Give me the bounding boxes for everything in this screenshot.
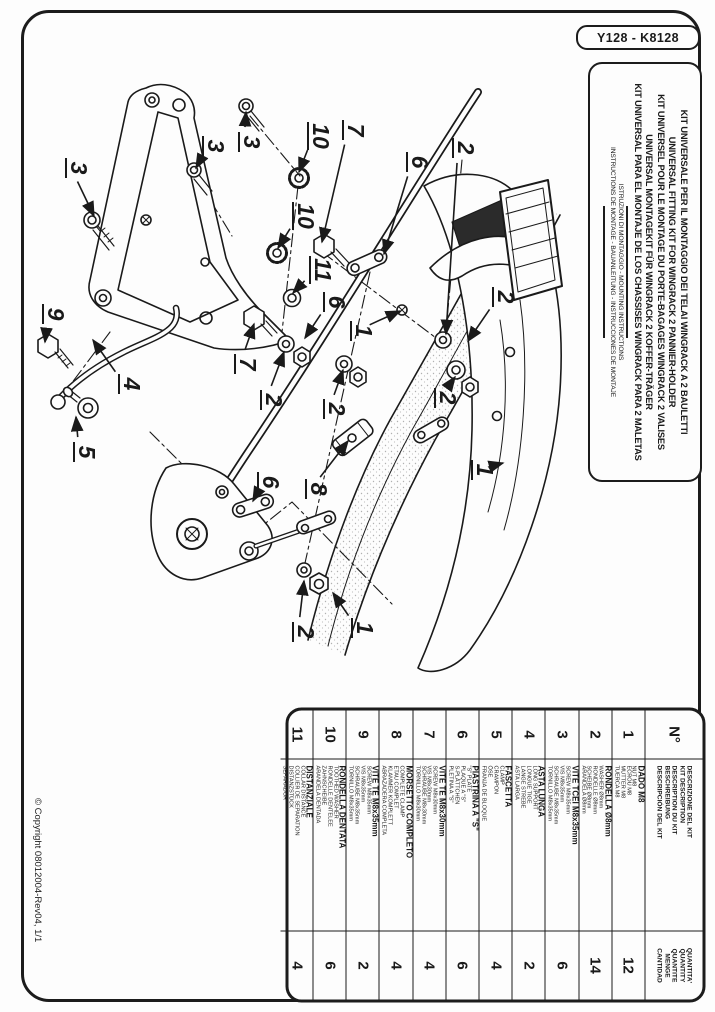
callout-number: 5	[74, 445, 100, 459]
row-description	[347, 760, 379, 932]
part-translation: MUTTER M8	[619, 765, 626, 799]
hex-bolt-9	[38, 334, 73, 368]
row-number: 1	[612, 711, 644, 760]
part-translation: SCHRAUBE M8x35mm	[353, 765, 360, 825]
part-translation: TORNILLO M8x30mm	[414, 765, 421, 822]
callout-1	[351, 311, 400, 341]
callout-number: 8	[306, 482, 332, 496]
part-translation: FRANJA DE BLOQUE	[480, 765, 487, 822]
clamp-5	[62, 386, 98, 418]
callout-number: 9	[43, 307, 69, 321]
part-translation: ETAU COMPLET	[392, 765, 399, 809]
part-translation: SCHRAUBE M8x35mm	[552, 765, 559, 825]
row-description	[579, 760, 611, 932]
part-name: FASCETTA	[503, 765, 513, 808]
row-number: 6	[446, 711, 478, 760]
row-number: 2	[579, 711, 611, 760]
part-translation: SCHEIBE Ø8mm	[585, 765, 592, 809]
part-translation: RONDELLE Ø8mm	[591, 765, 598, 814]
part-name: VITE TCEI M8x35mm	[570, 765, 580, 845]
spacer-11	[284, 290, 301, 307]
part-translation: LONGUE TIGE	[525, 765, 532, 804]
row-number: 8	[380, 711, 412, 760]
title-line-en: UNIVERSAL FITTING KIT FOR WINGRACK 2 PANNIER-HOLDER	[667, 136, 678, 408]
callout-number: 2	[493, 290, 519, 304]
row-quantity: 6	[321, 961, 339, 970]
callout-number: 2	[453, 141, 479, 155]
parts-table	[281, 708, 706, 1003]
callout-number: 2	[435, 391, 461, 405]
callout-number: 2	[293, 625, 319, 639]
title-divider-top	[626, 206, 628, 338]
part-translation: VIS M8x35mm	[359, 765, 366, 803]
callout-number: 7	[235, 357, 261, 371]
table-row	[347, 711, 380, 1000]
part-translation: ÖSE	[486, 765, 493, 778]
part-translation: LONG SUPPORT	[531, 765, 538, 810]
callout-number: 6	[324, 295, 350, 309]
table-row	[513, 711, 546, 1000]
callout-2	[261, 352, 287, 410]
callout-number: 2	[261, 393, 287, 407]
title-block	[588, 62, 702, 482]
row-quantity: 2	[520, 961, 538, 970]
callout-number: 3	[66, 161, 92, 175]
callout-number: 3	[239, 135, 265, 149]
parts-table-header	[646, 711, 703, 1000]
col-header-number: N°	[646, 711, 703, 760]
part-translation: ZAHNSCHEIBE	[320, 765, 327, 806]
desc-header-line: DESCRIPCIÓN DEL KIT	[655, 765, 663, 839]
callout-number: 1	[351, 324, 377, 338]
part-translation: CRAMPON	[492, 765, 499, 795]
table-row	[546, 711, 579, 1000]
part-translation: ARANDELA DENTADA	[314, 765, 321, 824]
callout-11	[293, 256, 336, 293]
callout-number: 1	[472, 463, 498, 477]
part-translation: ECROU M8	[625, 765, 632, 796]
title-line-es: KIT UNIVERSAL PARA EL MONTAJE DE LOS CHASSISES WINGRACK PARA 2 MALETAS	[632, 83, 643, 461]
table-row	[413, 711, 446, 1000]
socket-screw-3c	[239, 99, 264, 131]
callout-arrow	[334, 370, 343, 395]
row-quantity: 4	[487, 961, 505, 970]
part-translation: S-PLÄTTCHEN	[453, 765, 460, 805]
title-divider-bottom	[603, 206, 605, 338]
callout-number: 6	[407, 155, 433, 169]
row-description	[480, 760, 512, 932]
col-header-description	[646, 760, 703, 932]
part-name: VITE TE M8x35mm	[370, 765, 380, 837]
desc-header-line: BESCHREIBUNG	[663, 765, 671, 819]
callout-3	[66, 158, 94, 216]
part-translation: KLAMMER KOMPLETT	[386, 765, 393, 825]
row-quantity: 6	[453, 961, 471, 970]
qty-header-line: QUANTITY	[678, 948, 686, 983]
callout-arrow	[76, 417, 78, 437]
table-row	[480, 711, 513, 1000]
callout-number: 3	[203, 139, 229, 153]
callout-number: 6	[258, 475, 284, 489]
table-row	[380, 711, 413, 1000]
part-translation: TOOTHED WASHER	[332, 765, 339, 819]
part-name: RONDELLA DENTATA	[337, 765, 347, 849]
row-quantity: 4	[387, 961, 405, 970]
callout-arrow	[322, 145, 345, 242]
callout-number: 10	[293, 203, 319, 229]
callout-number: 7	[343, 123, 369, 137]
row-description	[546, 760, 578, 932]
morsetto-8	[331, 417, 375, 457]
desc-header-line: DESCRIZIONE DEL KIT	[685, 765, 693, 838]
part-translation: ASTA LARGA	[513, 765, 520, 800]
callout-8	[306, 441, 348, 499]
part-translation: LANGE STREBE	[519, 765, 526, 809]
callout-arrow	[245, 112, 246, 127]
row-quantity: 2	[354, 961, 372, 970]
callout-number: 10	[308, 123, 334, 149]
callout-arrow	[271, 352, 284, 386]
part-translation: COLLIER DE SEPARATION	[293, 765, 300, 836]
row-description	[446, 760, 478, 932]
subtitle-line-1: ISTRUZIONI DI MONTAGGIO - MOUNTING INSTRUCTIONS	[617, 183, 625, 361]
row-description	[314, 760, 346, 932]
desc-header-line: DESCRIPTION DU KIT	[670, 765, 678, 835]
qty-header-line: CANTIDAD	[655, 948, 663, 983]
table-row	[314, 711, 347, 1000]
row-number: 10	[314, 711, 346, 760]
part-name: MORSETTO COMPLETO	[404, 765, 414, 859]
part-translation: SEPARADOR	[281, 765, 288, 801]
footpeg-bracket	[151, 464, 337, 580]
callout-arrow	[77, 182, 94, 216]
row-description	[413, 760, 445, 932]
part-translation: SCREW M8x30mm	[431, 765, 438, 814]
col-header-quantity	[646, 932, 703, 1000]
qty-header-line: MENGE	[663, 953, 671, 978]
qty-header-line: QUANTITE	[670, 948, 678, 983]
callout-10	[278, 202, 319, 248]
callout-arrow	[370, 311, 400, 325]
part-translation: RONDELLE DENTELEE	[326, 765, 333, 827]
part-name: DADO M8	[636, 765, 646, 803]
callout-number: 1	[352, 621, 378, 635]
part-translation: ABRAZADERA COMPLETA	[380, 765, 387, 836]
part-translation: "S" PLATE	[465, 765, 472, 793]
row-quantity: 4	[288, 961, 306, 970]
part-translation: SCREW M8x35mm	[564, 765, 571, 814]
part-name: VITE TE M8x30mm	[437, 765, 447, 837]
part-translation: TORNILLO M8x35mm	[546, 765, 553, 822]
callout-number: 2	[324, 402, 350, 416]
part-translation: TUERCA M8	[613, 765, 620, 798]
part-name: RONDELLA Ø8mm	[603, 765, 613, 837]
table-row	[612, 711, 645, 1000]
part-code-text: Y128 - K8128	[597, 30, 679, 45]
table-row	[446, 711, 479, 1000]
row-description	[612, 760, 644, 932]
part-code-badge	[576, 25, 700, 50]
callout-number: 11	[310, 258, 336, 282]
part-translation: PLAQUE A "S"	[459, 765, 466, 803]
part-translation: COMPLETE CLAMP	[398, 765, 405, 818]
part-name: PIASTRINA A "S"	[470, 765, 480, 831]
row-description	[380, 760, 412, 932]
row-number: 3	[546, 711, 578, 760]
callout-number: 4	[119, 377, 145, 391]
part-name: ASTA LUNGA	[536, 765, 546, 818]
desc-header-line: KIT DESCRIPTION	[678, 765, 686, 824]
part-name: DISTANZIALE	[304, 765, 314, 818]
row-number: 7	[413, 711, 445, 760]
part-translation: WASHER Ø8mm	[597, 765, 604, 809]
part-translation: CLAMP	[498, 765, 505, 785]
part-translation: PLETINA A "S"	[447, 765, 454, 803]
copyright-text: © Copyright 08012004-Rev04, 1/1	[32, 798, 43, 943]
callout-5	[74, 417, 100, 462]
row-quantity: 4	[420, 961, 438, 970]
callout-arrow	[300, 581, 304, 617]
row-number: 4	[513, 711, 545, 760]
row-quantity: 12	[619, 957, 637, 974]
callout-arrow	[305, 314, 321, 338]
title-line-fr: KIT UNIVERSEL POUR LE MONTAGE DU PORTE-BAGAGES WINGRACK 2 VALISES	[655, 94, 666, 450]
table-row	[280, 711, 313, 1000]
qty-header-line: QUANTITA'	[685, 947, 693, 984]
part-translation: VIS M8x30mm	[425, 765, 432, 803]
row-number: 9	[347, 711, 379, 760]
row-number: 11	[280, 711, 312, 760]
part-translation: COLLAR DISTANCE	[299, 765, 306, 818]
part-translation: NUT M8	[630, 765, 637, 787]
callout-arrow	[293, 281, 305, 293]
title-line-it: KIT UNIVERSALE PER IL MONTAGGIO DEI TELAI WINGRACK A 2 BAULETTI	[678, 109, 689, 435]
title-line-de: UNIVERSAL MONTAGEKIT FÜR WINGRACK 2 KOFFER-TRÄGER	[644, 134, 655, 410]
row-quantity: 6	[553, 961, 571, 970]
subtitle-line-2: INSTRUCTIONS DE MONTAGE - BAUANLEITUNG - INSTRUCCIONES DE MONTAJE	[609, 146, 617, 398]
part-translation: DISTANZSTÜCK	[287, 765, 294, 808]
part-translation: SCHRAUBE M8x30mm	[420, 765, 427, 825]
table-row	[579, 711, 612, 1000]
row-description	[513, 760, 545, 932]
callout-10	[299, 122, 334, 172]
part-translation: TORNILLO M8x35mm	[347, 765, 354, 822]
row-description	[280, 760, 312, 932]
part-translation: VIS M8x35mm	[558, 765, 565, 803]
row-number: 5	[480, 711, 512, 760]
part-translation: SCREW M8x35mm	[365, 765, 372, 814]
part-translation: ARANDELA Ø8mm	[580, 765, 587, 814]
row-quantity: 14	[586, 957, 604, 974]
